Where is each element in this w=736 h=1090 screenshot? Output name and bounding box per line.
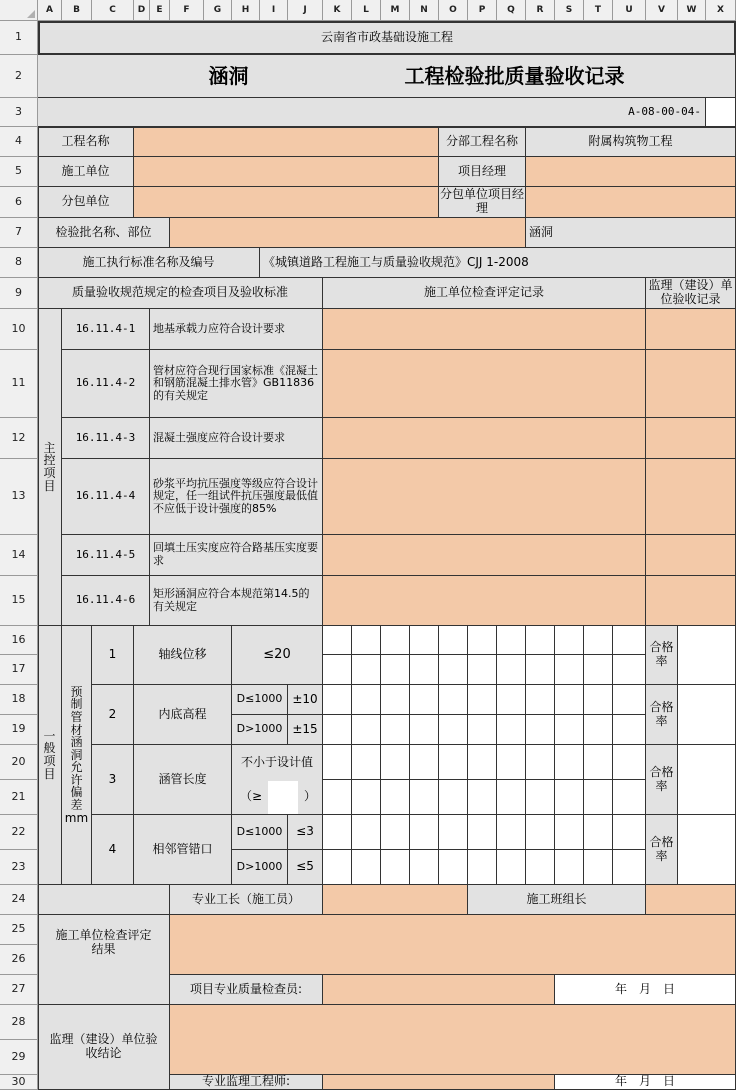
row-header[interactable]: 18	[0, 685, 38, 715]
pass-rate-input[interactable]	[678, 626, 736, 685]
label-supervisor-conclusion: 监理（建设）单位验收结论	[38, 1005, 170, 1090]
measurement-input[interactable]	[497, 815, 526, 850]
sub-contractor-input[interactable]	[134, 187, 439, 218]
measurement-input[interactable]	[468, 815, 497, 850]
measurement-input[interactable]	[497, 780, 526, 815]
measurement-input[interactable]	[497, 715, 526, 745]
sub-project-value[interactable]: 附属构筑物工程	[526, 127, 736, 157]
contractor-input[interactable]	[134, 157, 439, 187]
general-item-no: 3	[92, 745, 134, 815]
row-header[interactable]: 16	[0, 626, 38, 655]
main-item-record-input[interactable]	[323, 535, 646, 576]
inspector-input[interactable]	[323, 975, 555, 1005]
tolerance-sub-label-char: 洞	[70, 747, 83, 762]
column-header[interactable]: V	[646, 0, 678, 21]
label-inspector: 项目专业质量检查员:	[170, 975, 323, 1005]
main-item-record-input[interactable]	[323, 309, 646, 350]
main-item-text[interactable]: 矩形涵洞应符合本规范第14.5的有关规定	[150, 576, 323, 626]
batch-value[interactable]: 涵洞	[526, 218, 736, 248]
sub-pm-input[interactable]	[526, 187, 736, 218]
row-header[interactable]: 15	[0, 576, 38, 626]
main-item-text[interactable]: 管材应符合现行国家标准《混凝土和钢筋混凝土排水管》GB11836的有关规定	[150, 350, 323, 418]
measurement-input[interactable]	[323, 715, 352, 745]
main-item-text[interactable]: 砂浆平均抗压强度等级应符合设计规定，任一组试件抗压强度最低值不应低于设计强度的85%	[150, 459, 323, 535]
table-frame-top	[38, 127, 736, 128]
general-item-no: 1	[92, 626, 134, 685]
pass-rate-label: 合格率	[646, 685, 678, 745]
measurement-input[interactable]	[526, 715, 555, 745]
measurement-input[interactable]	[439, 715, 468, 745]
measurement-input[interactable]	[468, 655, 497, 685]
label-engineer: 专业监理工程师:	[170, 1075, 323, 1090]
measurement-input[interactable]	[410, 850, 439, 885]
batch-input[interactable]	[170, 218, 526, 248]
pass-rate-input[interactable]	[678, 685, 736, 745]
row-header[interactable]: 9	[0, 278, 38, 309]
measurement-input[interactable]	[410, 815, 439, 850]
label-contractor-result: 施工单位检查评定结果	[38, 915, 170, 1005]
row-header[interactable]: 1	[0, 21, 38, 55]
measurement-input[interactable]	[323, 745, 352, 780]
project-name-input[interactable]	[134, 127, 439, 157]
label-project-name: 工程名称	[38, 127, 134, 157]
measurement-input[interactable]	[410, 745, 439, 780]
measurement-input[interactable]	[555, 685, 584, 715]
measurement-input[interactable]	[584, 685, 613, 715]
measurement-input[interactable]	[410, 715, 439, 745]
measurement-input[interactable]	[468, 715, 497, 745]
main-control-label	[38, 309, 62, 626]
general-item-tolerance-text: 不小于设计值	[232, 745, 323, 780]
measurement-input[interactable]	[381, 780, 410, 815]
measurement-input[interactable]	[352, 655, 381, 685]
column-header[interactable]: L	[352, 0, 381, 21]
measurement-input[interactable]	[410, 685, 439, 715]
row-header[interactable]: 2	[0, 55, 38, 98]
measurement-input[interactable]	[439, 815, 468, 850]
main-item-record-input[interactable]	[323, 350, 646, 418]
contractor-record-head: 施工单位检查评定记录	[323, 278, 646, 309]
record-title: 工程检验批质量验收记录	[323, 55, 706, 98]
column-header[interactable]: P	[468, 0, 497, 21]
tolerance-open: （≥	[240, 789, 263, 804]
measurement-input[interactable]	[439, 780, 468, 815]
column-header[interactable]: J	[288, 0, 323, 21]
tolerance-sub-label	[62, 626, 92, 885]
main-item-code[interactable]: 16.11.4-3	[62, 418, 150, 459]
engineer-input[interactable]	[323, 1075, 555, 1090]
main-item-record-input[interactable]	[323, 576, 646, 626]
measurement-input[interactable]	[381, 655, 410, 685]
measurement-input[interactable]	[468, 626, 497, 655]
general-item-name: 相邻管错口	[134, 815, 232, 885]
measurement-input[interactable]	[352, 626, 381, 655]
measurement-input[interactable]	[584, 626, 613, 655]
measurement-input[interactable]	[526, 685, 555, 715]
main-item-code[interactable]: 16.11.4-4	[62, 459, 150, 535]
label-project-manager: 项目经理	[439, 157, 526, 187]
tolerance-sub-label-char: 管	[70, 709, 83, 724]
label-standard: 施工执行标准名称及编号	[38, 248, 260, 278]
row-header[interactable]: 23	[0, 850, 38, 885]
label-sub-project: 分部工程名称	[439, 127, 526, 157]
measurement-input[interactable]	[439, 850, 468, 885]
main-item-supervisor-input[interactable]	[646, 459, 736, 535]
measurement-input[interactable]	[613, 626, 646, 655]
general-item-tolerance: ≤20	[232, 626, 323, 685]
main-control-label-char: 目	[43, 478, 56, 493]
supervisor-record-head: 监理（建设）单位验收记录	[646, 278, 736, 309]
main-item-code[interactable]: 16.11.4-6	[62, 576, 150, 626]
measurement-input[interactable]	[352, 685, 381, 715]
measurement-input[interactable]	[323, 780, 352, 815]
tolerance-sub-label-char: 允	[70, 760, 83, 775]
column-header[interactable]: R	[526, 0, 555, 21]
measurement-input[interactable]	[468, 780, 497, 815]
general-item-name: 轴线位移	[134, 626, 232, 685]
main-item-text[interactable]: 回填土压实度应符合路基压实度要求	[150, 535, 323, 576]
row-header[interactable]: 8	[0, 248, 38, 278]
row-header[interactable]: 4	[0, 127, 38, 157]
row-header[interactable]: 19	[0, 715, 38, 745]
measurement-input[interactable]	[439, 655, 468, 685]
measurement-input[interactable]	[381, 850, 410, 885]
column-header[interactable]: M	[381, 0, 410, 21]
main-item-supervisor-input[interactable]	[646, 535, 736, 576]
measurement-input[interactable]	[352, 715, 381, 745]
general-item-name: 涵管长度	[134, 745, 232, 815]
supervisor-conclusion-input[interactable]	[170, 1005, 736, 1075]
measurement-input[interactable]	[439, 626, 468, 655]
inspector-date[interactable]: 年 月 日	[555, 975, 736, 1005]
measurement-input[interactable]	[410, 780, 439, 815]
general-item-condition: D≤1000	[232, 815, 288, 850]
column-header[interactable]: A	[38, 0, 62, 21]
engineer-date[interactable]: 年 月 日	[555, 1075, 736, 1090]
main-item-text[interactable]: 混凝土强度应符合设计要求	[150, 418, 323, 459]
measurement-input[interactable]	[584, 745, 613, 780]
measurement-input[interactable]	[410, 655, 439, 685]
main-item-code[interactable]: 16.11.4-5	[62, 535, 150, 576]
form-number-input[interactable]	[706, 98, 736, 127]
pass-rate-label: 合格率	[646, 815, 678, 885]
row-header[interactable]: 22	[0, 815, 38, 850]
measurement-input[interactable]	[497, 850, 526, 885]
tolerance-sub-label-char: 许	[70, 772, 83, 787]
main-item-supervisor-input[interactable]	[646, 350, 736, 418]
measurement-input[interactable]	[497, 745, 526, 780]
measurement-input[interactable]	[410, 626, 439, 655]
column-header[interactable]: E	[150, 0, 170, 21]
general-label-char: 目	[43, 766, 56, 781]
row-header[interactable]: 3	[0, 98, 38, 127]
label-foreman: 专业工长（施工员）	[170, 885, 323, 915]
column-header[interactable]: I	[260, 0, 288, 21]
tolerance-sub-label-char: 预	[70, 684, 83, 699]
measurement-input[interactable]	[555, 780, 584, 815]
design-value-input[interactable]	[268, 781, 298, 814]
measurement-input[interactable]	[555, 850, 584, 885]
measurement-input[interactable]	[468, 685, 497, 715]
general-item-no: 2	[92, 685, 134, 745]
project-manager-input[interactable]	[526, 157, 736, 187]
measurement-input[interactable]	[323, 626, 352, 655]
measurement-input[interactable]	[323, 655, 352, 685]
measurement-input[interactable]	[613, 715, 646, 745]
measurement-input[interactable]	[526, 815, 555, 850]
org-title-cell[interactable]: 云南省市政基础设施工程	[38, 21, 736, 55]
main-control-label-char: 项	[43, 466, 56, 480]
general-item-condition: D>1000	[232, 850, 288, 885]
label-sub-contractor: 分包单位	[38, 187, 134, 218]
row-header[interactable]: 12	[0, 418, 38, 459]
main-control-label-char: 控	[43, 453, 56, 468]
measurement-input[interactable]	[352, 745, 381, 780]
contractor-result-input[interactable]	[170, 915, 736, 975]
measurement-input[interactable]	[613, 780, 646, 815]
measurement-input[interactable]	[555, 655, 584, 685]
column-header[interactable]: F	[170, 0, 204, 21]
column-header[interactable]: U	[613, 0, 646, 21]
row-header[interactable]: 30	[0, 1075, 38, 1090]
measurement-input[interactable]	[352, 780, 381, 815]
general-label	[38, 626, 62, 885]
general-item-condition: D>1000	[232, 715, 288, 745]
foreman-input[interactable]	[323, 885, 468, 915]
measurement-input[interactable]	[555, 815, 584, 850]
general-label-char: 般	[43, 741, 56, 756]
row-header[interactable]: 7	[0, 218, 38, 248]
main-item-record-input[interactable]	[323, 418, 646, 459]
tolerance-sub-label-char: mm	[64, 810, 89, 825]
row-header[interactable]: 21	[0, 780, 38, 815]
measurement-input[interactable]	[439, 685, 468, 715]
measurement-input[interactable]	[381, 626, 410, 655]
main-item-supervisor-input[interactable]	[646, 576, 736, 626]
measurement-input[interactable]	[468, 850, 497, 885]
measurement-input[interactable]	[381, 745, 410, 780]
label-batch: 检验批名称、部位	[38, 218, 170, 248]
column-header[interactable]: O	[439, 0, 468, 21]
row-header[interactable]: 5	[0, 157, 38, 187]
column-header[interactable]: N	[410, 0, 439, 21]
label-sub-pm: 分包单位项目经理	[439, 187, 526, 218]
column-header[interactable]: X	[706, 0, 736, 21]
measurement-input[interactable]	[381, 715, 410, 745]
row-header[interactable]: 13	[0, 459, 38, 535]
column-header[interactable]: H	[232, 0, 260, 21]
pass-rate-input[interactable]	[678, 815, 736, 885]
measurement-input[interactable]	[613, 815, 646, 850]
main-item-supervisor-input[interactable]	[646, 418, 736, 459]
general-item-condition: D≤1000	[232, 685, 288, 715]
criteria-head: 质量验收规范规定的检查项目及验收标准	[38, 278, 323, 309]
measurement-input[interactable]	[555, 715, 584, 745]
measurement-input[interactable]	[352, 815, 381, 850]
column-header[interactable]: C	[92, 0, 134, 21]
measurement-input[interactable]	[526, 850, 555, 885]
length-tolerance-row	[232, 780, 323, 815]
footer-blank	[38, 885, 170, 915]
row-header[interactable]: 6	[0, 187, 38, 218]
main-item-code[interactable]: 16.11.4-2	[62, 350, 150, 418]
measurement-input[interactable]	[381, 815, 410, 850]
row-header[interactable]: 29	[0, 1040, 38, 1075]
table-frame	[38, 127, 39, 1090]
main-item-record-input[interactable]	[323, 459, 646, 535]
column-header[interactable]: Q	[497, 0, 526, 21]
general-item-name: 内底高程	[134, 685, 232, 745]
measurement-input[interactable]	[381, 685, 410, 715]
pass-rate-label: 合格率	[646, 626, 678, 685]
row-header[interactable]: 24	[0, 885, 38, 915]
column-header[interactable]: B	[62, 0, 92, 21]
general-item-no: 4	[92, 815, 134, 885]
measurement-input[interactable]	[584, 655, 613, 685]
row-header[interactable]: 11	[0, 350, 38, 418]
measurement-input[interactable]	[323, 850, 352, 885]
measurement-input[interactable]	[526, 626, 555, 655]
measurement-input[interactable]	[497, 655, 526, 685]
corner-triangle-icon	[27, 10, 35, 18]
measurement-input[interactable]	[555, 626, 584, 655]
row-header[interactable]: 17	[0, 655, 38, 685]
row-header[interactable]: 26	[0, 945, 38, 975]
select-all-corner[interactable]	[0, 0, 38, 21]
measurement-input[interactable]	[526, 780, 555, 815]
main-item-supervisor-input[interactable]	[646, 309, 736, 350]
main-control-label-char: 主	[43, 440, 56, 455]
row-header[interactable]: 10	[0, 309, 38, 350]
standard-value[interactable]: 《城镇道路工程施工与质量验收规范》CJJ 1-2008	[260, 248, 736, 278]
column-header[interactable]: G	[204, 0, 232, 21]
measurement-input[interactable]	[439, 745, 468, 780]
column-header[interactable]: K	[323, 0, 352, 21]
measurement-input[interactable]	[555, 745, 584, 780]
tolerance-sub-label-char: 涵	[70, 735, 83, 750]
general-item-tolerance: ±15	[288, 715, 323, 745]
measurement-input[interactable]	[584, 780, 613, 815]
row-header[interactable]: 20	[0, 745, 38, 780]
measurement-input[interactable]	[497, 685, 526, 715]
pass-rate-input[interactable]	[678, 745, 736, 815]
tolerance-sub-label-char: 偏	[70, 785, 83, 800]
general-item-tolerance: ≤5	[288, 850, 323, 885]
row-header[interactable]: 14	[0, 535, 38, 576]
general-item-tolerance: ≤3	[288, 815, 323, 850]
measurement-input[interactable]	[613, 745, 646, 780]
measurement-input[interactable]	[613, 850, 646, 885]
form-number: A-08-00-04-	[555, 98, 706, 127]
row-header[interactable]: 25	[0, 915, 38, 945]
tolerance-sub-label-char: 差	[70, 798, 83, 813]
column-header[interactable]: S	[555, 0, 584, 21]
general-item-tolerance: ±10	[288, 685, 323, 715]
team-leader-input[interactable]	[646, 885, 736, 915]
general-label-char: 一	[43, 728, 56, 743]
label-team-leader: 施工班组长	[468, 885, 646, 915]
measurement-input[interactable]	[613, 655, 646, 685]
measurement-input[interactable]	[468, 745, 497, 780]
label-contractor: 施工单位	[38, 157, 134, 187]
measurement-input[interactable]	[584, 850, 613, 885]
measurement-input[interactable]	[526, 745, 555, 780]
tolerance-sub-label-char: 制	[70, 697, 83, 712]
tolerance-close: ）	[303, 789, 316, 804]
measurement-input[interactable]	[526, 655, 555, 685]
tolerance-sub-label-char: 材	[70, 722, 83, 737]
column-header[interactable]: D	[134, 0, 150, 21]
sub-item-title[interactable]: 涵洞	[134, 55, 323, 98]
main-item-code[interactable]: 16.11.4-1	[62, 309, 150, 350]
measurement-input[interactable]	[323, 815, 352, 850]
column-header[interactable]: T	[584, 0, 613, 21]
row-header[interactable]: 28	[0, 1005, 38, 1040]
measurement-input[interactable]	[613, 685, 646, 715]
general-label-char: 项	[43, 754, 56, 768]
measurement-input[interactable]	[323, 685, 352, 715]
measurement-input[interactable]	[497, 626, 526, 655]
row-header[interactable]: 27	[0, 975, 38, 1005]
pass-rate-label: 合格率	[646, 745, 678, 815]
column-header[interactable]: W	[678, 0, 706, 21]
main-item-text[interactable]: 地基承载力应符合设计要求	[150, 309, 323, 350]
measurement-input[interactable]	[352, 850, 381, 885]
measurement-input[interactable]	[584, 815, 613, 850]
measurement-input[interactable]	[584, 715, 613, 745]
